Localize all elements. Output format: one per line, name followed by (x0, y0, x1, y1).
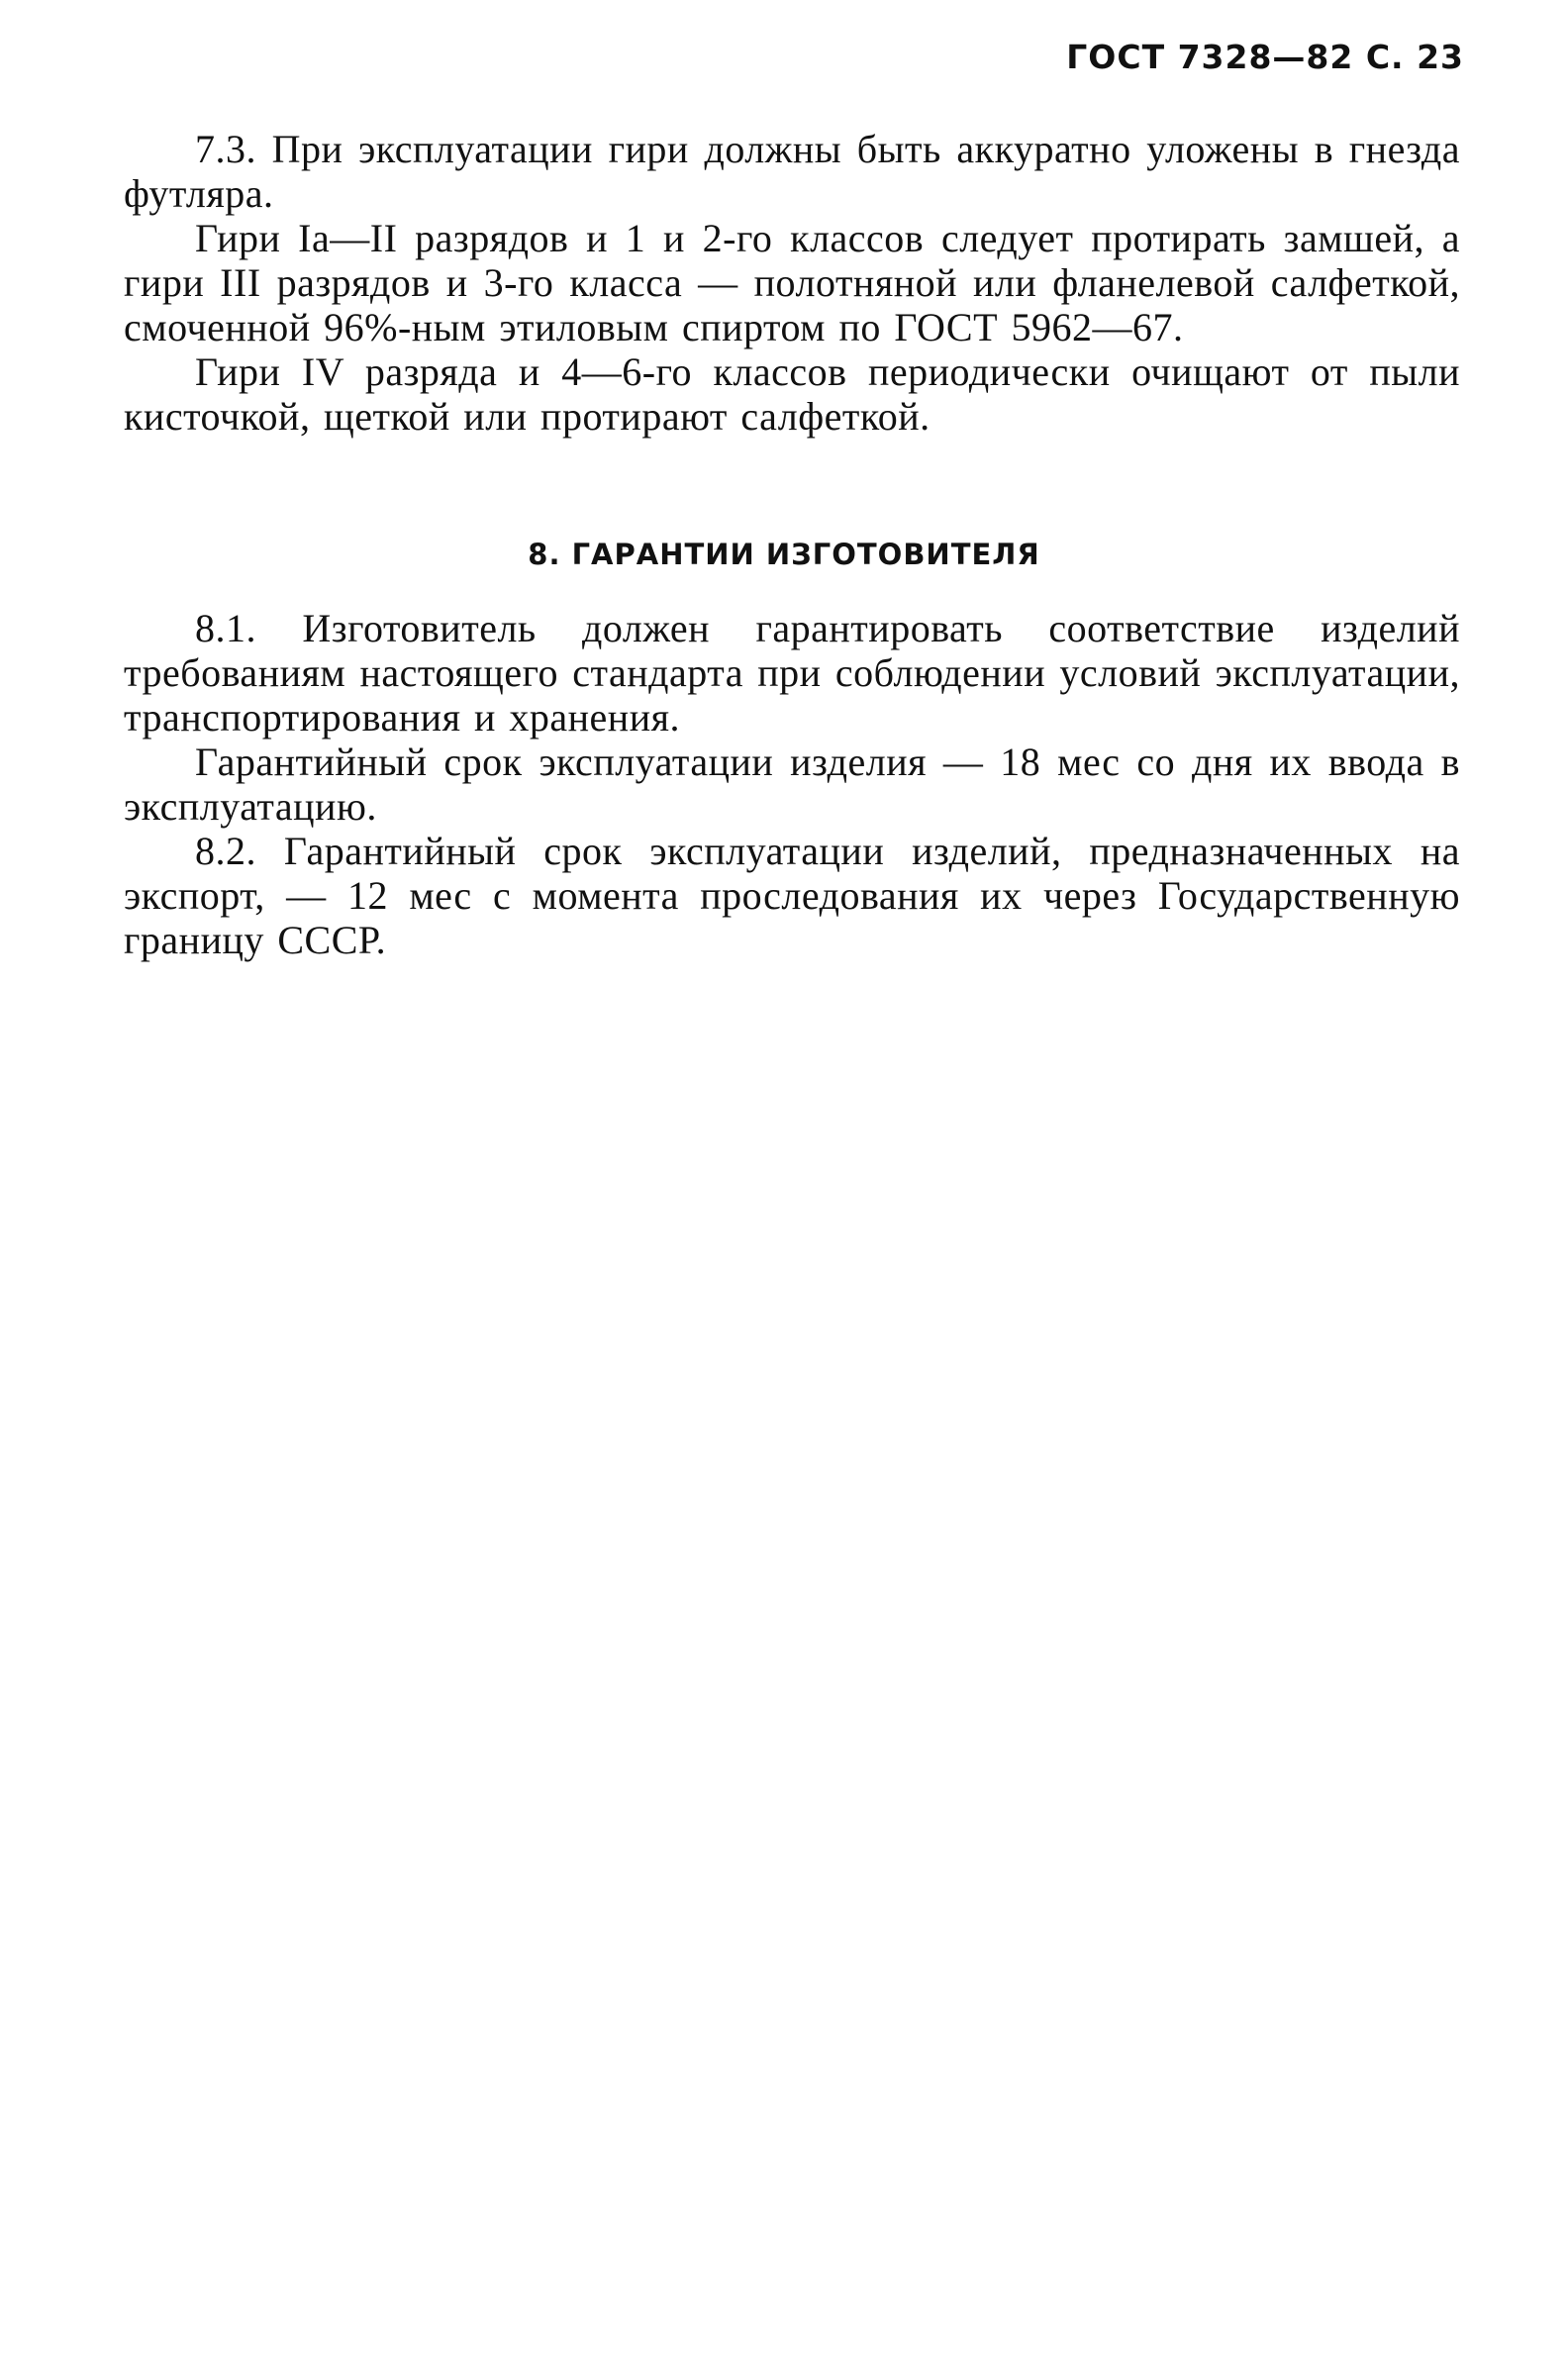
paragraph-8-1-warranty-term: Гарантийный срок эксплуатации изделия — 18 мес со дня их ввода в эксплуатацию. (124, 740, 1460, 829)
paragraph-7-3-cleaning: Гири Iа—II разрядов и 1 и 2-го классов следует протирать замшей, а гири III разрядов и 3-го класса — полотняной или фланелевой салфеткой, смоченной 96%-ным этиловым спиртом по ГОСТ 5962—67. (124, 216, 1460, 349)
paragraph-8-1: 8.1. Изготовитель должен гарантировать соответствие изделий требованиям настоящего стандарта при соблюдении условий эксплуатации, транспортирования и хранения. (124, 606, 1460, 740)
running-header: ГОСТ 7328—82 С. 23 (1066, 38, 1464, 76)
paragraph-8-2: 8.2. Гарантийный срок эксплуатации изделий, предназначенных на экспорт, — 12 мес с момента проследования их через Государственную границу СССР. (124, 829, 1460, 962)
section-8-body (124, 606, 1460, 962)
section-7-body (124, 127, 1460, 439)
paragraph-7-3: 7.3. При эксплуатации гири должны быть аккуратно уложены в гнезда футляра. (124, 127, 1460, 216)
paragraph-7-3-dusting: Гири IV разряда и 4—6-го классов периодически очищают от пыли кисточкой, щеткой или протирают салфеткой. (124, 349, 1460, 439)
section-8-heading: 8. ГАРАНТИИ ИЗГОТОВИТЕЛЯ (528, 538, 1040, 571)
